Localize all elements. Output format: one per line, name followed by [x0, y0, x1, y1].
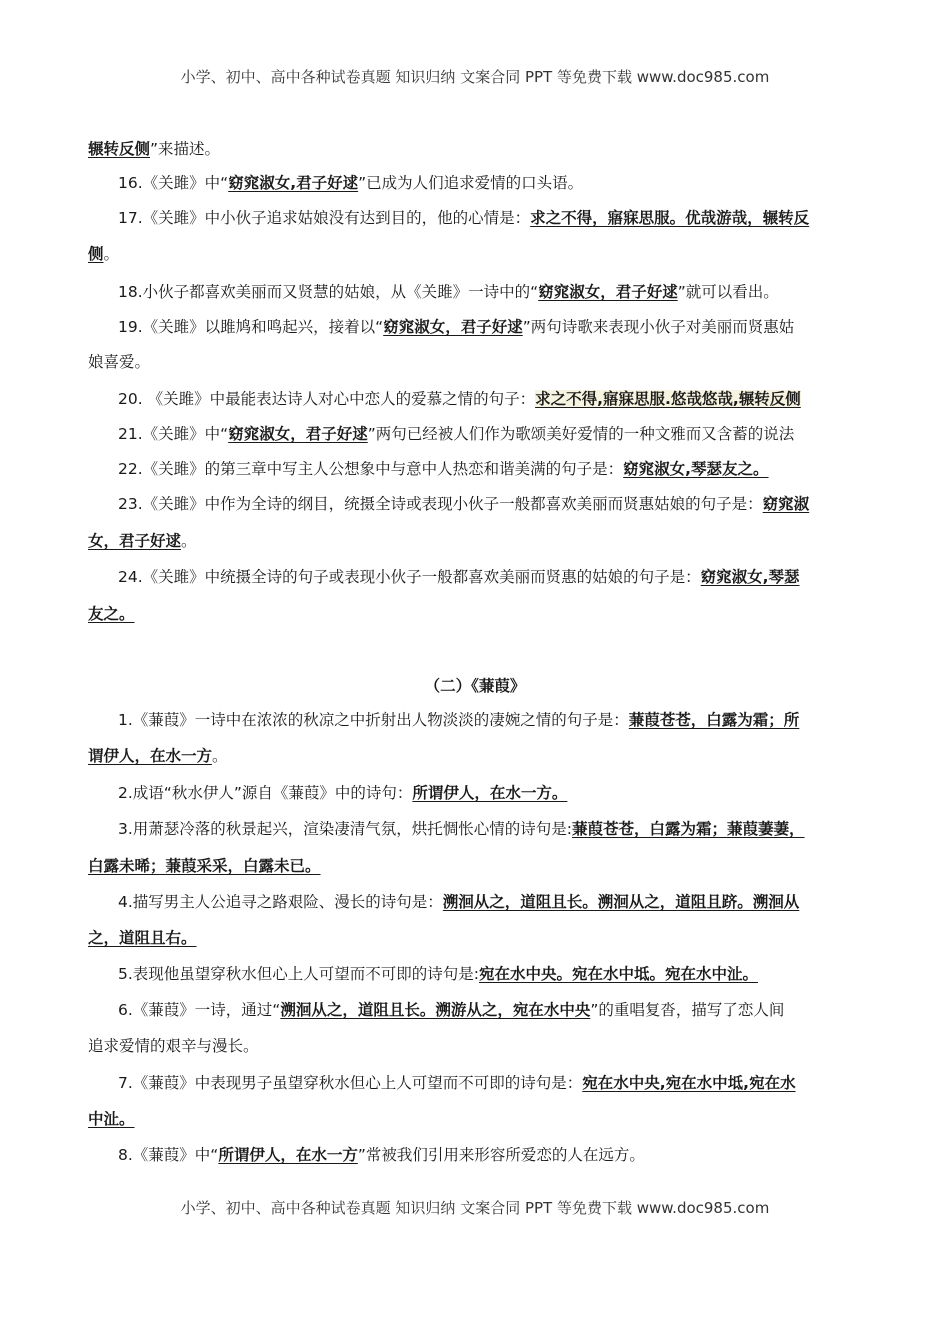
answer-text: 宛在水中央,宛在水中坻,宛在水	[582, 1074, 796, 1092]
line-text: 1.《蒹葭》一诗中在浓浓的秋凉之中折射出人物淡淡的凄婉之情的句子是：	[118, 711, 629, 729]
line-text: 17.《关雎》中小伙子追求姑娘没有达到目的，他的心情是：	[118, 209, 531, 227]
text-line	[118, 964, 868, 984]
text-line	[88, 244, 868, 264]
answer-text: 中沚。	[88, 1110, 135, 1128]
answer-text: 窈窕淑女，君子好逑	[228, 425, 368, 443]
answer-text: 窈窕淑女,琴瑟友之。	[623, 460, 769, 478]
answer-text: 溯洄从之，道阻且长。溯洄从之，道阻且跻。溯洄从	[442, 893, 800, 911]
line-text: ”来描述。	[150, 140, 221, 158]
answer-text: 窈窕淑女，君子好逑	[383, 318, 523, 336]
answer-text: 窈窕淑女,琴瑟	[700, 568, 800, 586]
line-text: 20. 《关雎》中最能表达诗人对心中恋人的爱慕之情的句子：	[118, 390, 536, 408]
line-text: 。	[212, 747, 228, 765]
line-text: 21.《关雎》中“	[118, 425, 229, 443]
line-text: 7.《蒹葭》中表现男子虽望穿秋水但心上人可望而不可即的诗句是：	[118, 1074, 583, 1092]
text-line	[88, 856, 868, 876]
answer-text: 所谓伊人，在水一方	[218, 1146, 358, 1164]
line-text: 24.《关雎》中统摄全诗的句子或表现小伙子一般都喜欢美丽而贤惠的姑娘的句子是：	[118, 568, 701, 586]
line-text: 4.描写男主人公追寻之路艰险、漫长的诗句是：	[118, 893, 443, 911]
text-line	[88, 352, 868, 372]
text-line	[118, 1000, 868, 1020]
answer-text: 之，道阻且右。	[88, 929, 197, 947]
text-line	[88, 604, 868, 624]
line-text: 。	[103, 245, 120, 263]
text-line	[118, 710, 868, 730]
answer-text: 女，君子好逑	[88, 532, 182, 550]
text-line	[88, 139, 868, 159]
line-text: 19.《关雎》以雎鸠和鸣起兴，接着以“	[118, 318, 384, 336]
answer-text: 辗转反侧	[88, 140, 151, 158]
text-line	[88, 928, 868, 948]
text-line	[118, 1145, 868, 1165]
line-text: ”两句诗歌来表现小伙子对美丽而贤惠姑	[522, 318, 795, 336]
text-line	[118, 783, 868, 803]
line-text: 8.《蒹葭》中“	[118, 1146, 219, 1164]
text-line	[118, 819, 868, 839]
line-text: ”的重唱复沓，描写了恋人间	[590, 1001, 785, 1019]
line-text: 22.《关雎》的第三章中写主人公想象中与意中人热恋和谐美满的句子是：	[118, 460, 624, 478]
text-line	[118, 282, 868, 302]
answer-text: 求之不得，寤寐思服。优哉游哉，辗转反	[530, 209, 810, 227]
line-text: 。	[181, 532, 197, 550]
line-text: ”已成为人们追求爱情的口头语。	[358, 174, 584, 192]
line-text: 6.《蒹葭》一诗，通过“	[118, 1001, 281, 1019]
text-line	[88, 1109, 868, 1129]
answer-text: 谓伊人，在水一方	[88, 747, 213, 765]
text-line	[118, 567, 868, 587]
answer-text: 友之。	[88, 605, 135, 623]
text-line	[118, 892, 868, 912]
answer-text: 所谓伊人，在水一方。	[412, 784, 568, 802]
text-line	[118, 389, 868, 409]
answer-text: 蒹葭苍苍，白露为霜；所	[628, 711, 800, 729]
answer-text: 求之不得,寤寐思服.悠哉悠哉,辗转反侧	[535, 390, 801, 408]
line-text: 18.小伙子都喜欢美丽而又贤慧的姑娘，从《关雎》一诗中的“	[118, 283, 539, 301]
line-text: 娘喜爱。	[88, 353, 151, 371]
line-text: 2.成语“秋水伊人”源自《蒹葭》中的诗句：	[118, 784, 413, 802]
answer-text: 蒹葭苍苍，白露为霜；蒹葭萋萋，	[572, 820, 805, 838]
answer-text: 溯洄从之，道阻且长。溯游从之，宛在水中央	[280, 1001, 591, 1019]
text-line	[118, 494, 868, 514]
line-text: ”两句已经被人们作为歌颂美好爱情的一种文雅而又含蓄的说法	[367, 425, 795, 443]
text-line	[88, 531, 868, 551]
answer-text: 侧	[88, 245, 104, 263]
text-line	[118, 424, 868, 444]
answer-text: 宛在水中央。宛在水中坻。宛在水中沚。	[479, 965, 759, 983]
text-line	[118, 208, 868, 228]
text-line	[118, 1073, 868, 1093]
text-line	[118, 317, 868, 337]
line-text: 3.用萧瑟冷落的秋景起兴，渲染凄清气氛，烘托惆怅心情的诗句是:	[118, 820, 573, 838]
section-title: （二）《蒹葭》	[424, 677, 526, 695]
line-text: 23.《关雎》中作为全诗的纲目，统摄全诗或表现小伙子一般都喜欢美丽而贤惠姑娘的句子是：	[118, 495, 763, 513]
line-text: 5.表现他虽望穿秋水但心上人可望而不可即的诗句是:	[118, 965, 480, 983]
text-line	[118, 173, 868, 193]
line-text: 16.《关雎》中“	[118, 174, 229, 192]
page-header: 小学、初中、高中各种试卷真题 知识归纳 文案合同 PPT 等免费下载 www.doc985.com	[180, 68, 770, 86]
line-text: ”就可以看出。	[677, 283, 779, 301]
text-line	[88, 746, 868, 766]
line-text: 追求爱情的艰辛与漫长。	[88, 1037, 259, 1055]
answer-text: 白露未晞；蒹葭采采，白露未已。	[88, 857, 321, 875]
text-line	[88, 1036, 868, 1056]
answer-text: 窈窕淑	[762, 495, 810, 513]
answer-text: 窈窕淑女,君子好逑	[228, 174, 359, 192]
page-footer: 小学、初中、高中各种试卷真题 知识归纳 文案合同 PPT 等免费下载 www.doc985.com	[180, 1199, 770, 1217]
line-text: ”常被我们引用来形容所爱恋的人在远方。	[357, 1146, 645, 1164]
answer-text: 窈窕淑女，君子好逑	[538, 283, 678, 301]
text-line	[118, 459, 868, 479]
